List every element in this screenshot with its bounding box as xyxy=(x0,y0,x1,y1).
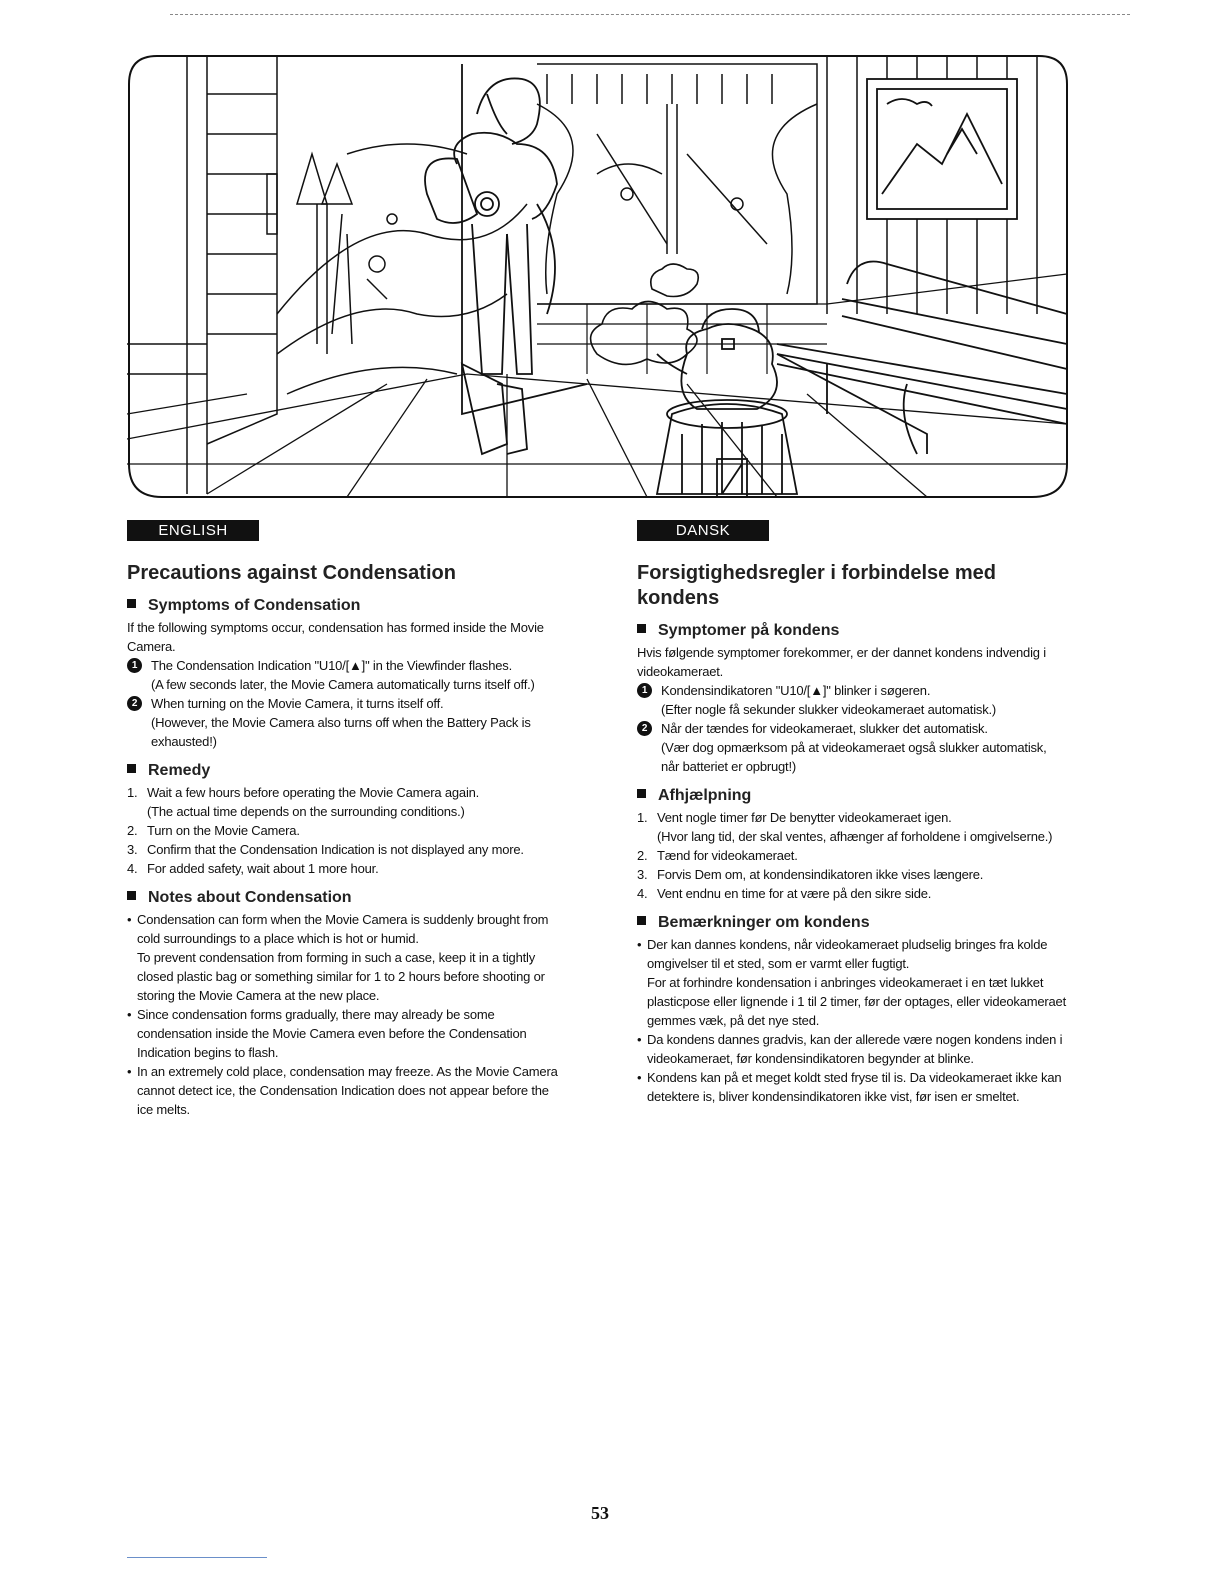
square-bullet-icon xyxy=(637,789,646,798)
section-title-danish: Forsigtighedsregler i forbindelse med kondens xyxy=(637,562,996,609)
remedy-step: 1. Wait a few hours before operating the Movie Camera again. (The actual time depends on the surrounding conditions.) xyxy=(127,785,480,819)
symptoms-intro-danish: Hvis følgende symptomer forekommer, er der dannet kondens indvendig i videokameraet. xyxy=(637,645,1046,679)
remedy-step: 2. Turn on the Movie Camera. xyxy=(127,823,300,838)
symptom-item: 2 When turning on the Movie Camera, it turns itself off. (However, the Movie Camera also turns off when the Battery Pack is exhausted!) xyxy=(127,694,567,751)
remedy-step: 3. Confirm that the Condensation Indication is not displayed any more. xyxy=(127,842,524,857)
note-item: • Since condensation forms gradually, there may already be some condensation inside the Movie Camera even before the Condensation Indication begins to flash. xyxy=(127,1007,527,1060)
heading-notes-english: Notes about Condensation xyxy=(127,888,567,908)
note-item: • Der kan dannes kondens, når videokameraet pludselig bringes fra kolde omgivelser til et sted, som er varmt eller fugtigt. For at forhindre kondensation i anbringes videokameraet i en tæt lukket plasticpose eller lignende i 1 til 2 timer, før der optages, eller videokameraet gemmes væk, på det nye sted. xyxy=(637,937,1066,1028)
condensation-illustration xyxy=(127,54,1069,499)
circled-number-icon: 1 xyxy=(127,658,142,673)
remedy-step: 4. Vent endnu en time for at være på den sikre side. xyxy=(637,886,932,901)
square-bullet-icon xyxy=(637,916,646,925)
square-bullet-icon xyxy=(637,624,646,633)
english-column xyxy=(127,520,567,1119)
language-tag-danish: DANSK xyxy=(637,520,769,541)
symptoms-intro-english: If the following symptoms occur, condensation has formed inside the Movie Camera. xyxy=(127,620,544,654)
symptom-item: 1 The Condensation Indication "U10/[▲]" in the Viewfinder flashes. (A few seconds later, the Movie Camera automatically turns itself off.) xyxy=(127,656,567,694)
page-number: 53 xyxy=(591,1503,609,1523)
scan-artifact-line xyxy=(127,1557,267,1558)
square-bullet-icon xyxy=(127,764,136,773)
remedy-step: 4. For added safety, wait about 1 more hour. xyxy=(127,861,379,876)
note-item: • In an extremely cold place, condensation may freeze. As the Movie Camera cannot detect ice, the Condensation Indication does not appear before the ice melts. xyxy=(127,1064,558,1117)
note-item: • Condensation can form when the Movie Camera is suddenly brought from cold surroundings to a place which is hot or humid. To prevent condensation from forming in such a case, keep it in a tightly closed plastic bag or something similar for 1 to 2 hours before shooting or storing the Movie Camera at the new place. xyxy=(127,912,549,1003)
symptom-item: 1 Kondensindikatoren "U10/[▲]" blinker i søgeren. (Efter nogle få sekunder slukker videokameraet automatisk.) xyxy=(637,681,1067,719)
note-item: • Kondens kan på et meget koldt sted fryse til is. Da videokameraet ikke kan detektere is, bliver kondensindikatoren ikke vist, før isen er smeltet. xyxy=(637,1070,1062,1104)
symptom-item: 2 Når der tændes for videokameraet, slukker det automatisk. (Vær dog opmærksom på at videokameraet også slukker automatisk, når batteriet er opbrugt!) xyxy=(637,719,1067,776)
circled-number-icon: 2 xyxy=(637,721,652,736)
heading-symptoms-danish: Symptomer på kondens xyxy=(637,621,1067,641)
remedy-step: 3. Forvis Dem om, at kondensindikatoren ikke vises længere. xyxy=(637,867,984,882)
square-bullet-icon xyxy=(127,599,136,608)
circled-number-icon: 2 xyxy=(127,696,142,711)
heading-notes-danish: Bemærkninger om kondens xyxy=(637,913,1067,933)
language-tag-english: ENGLISH xyxy=(127,520,259,541)
heading-symptoms-english: Symptoms of Condensation xyxy=(127,596,567,616)
heading-remedy-danish: Afhjælpning xyxy=(637,786,1067,806)
scan-artifact-line xyxy=(170,14,1130,15)
section-title-english: Precautions against Condensation xyxy=(127,562,456,584)
circled-number-icon: 1 xyxy=(637,683,652,698)
square-bullet-icon xyxy=(127,891,136,900)
note-item: • Da kondens dannes gradvis, kan der allerede være nogen kondens inden i videokameraet, før kondensindikatoren begynder at blinke. xyxy=(637,1032,1063,1066)
heading-remedy-english: Remedy xyxy=(127,761,567,781)
remedy-step: 1. Vent nogle timer før De benytter videokameraet igen. (Hvor lang tid, der skal ventes, afhænger af forholdene i omgivelserne.) xyxy=(637,810,1053,844)
danish-column xyxy=(637,520,1067,1106)
remedy-step: 2. Tænd for videokameraet. xyxy=(637,848,798,863)
